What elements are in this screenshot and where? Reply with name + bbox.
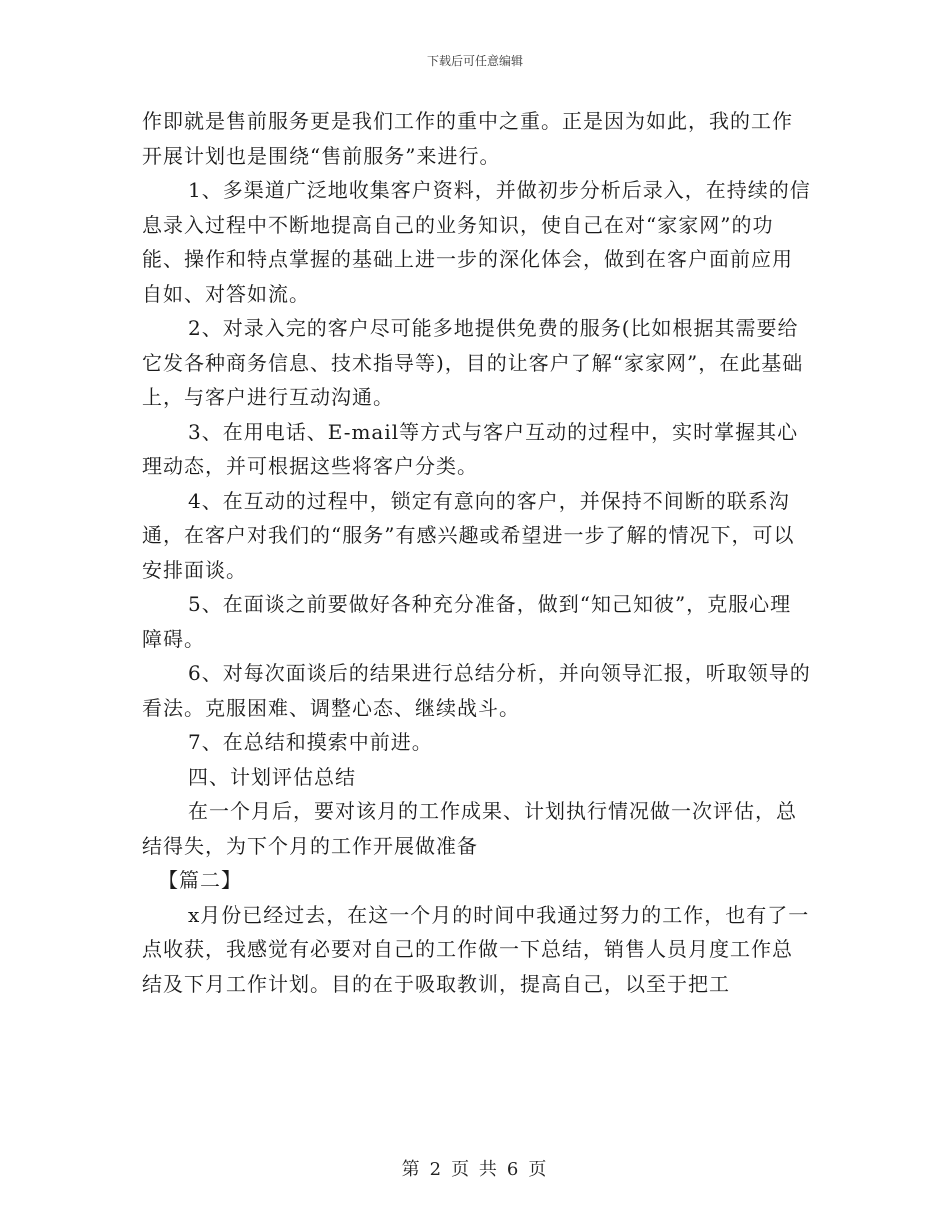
- footer-mid: 页 共: [451, 1159, 499, 1180]
- paragraph: 在一个月后，要对该月的工作成果、计划执行情况做一次评估，总结得失，为下个月的工作开展做准备: [142, 799, 797, 858]
- paragraph: 7、在总结和摸索中前进。: [188, 730, 433, 754]
- page-footer: [0, 1155, 950, 1181]
- document-body: [142, 104, 812, 1001]
- page-header: 下载后可任意编辑: [426, 54, 523, 68]
- footer-prefix: 第: [401, 1159, 422, 1180]
- section-subheading: 四、计划评估总结: [188, 764, 356, 789]
- paragraph: 3、在用电话、E-mail等方式与客户互动的过程中，实时掌握其心理动态，并可根据这些将客户分类。: [142, 419, 799, 478]
- paragraph: x月份已经过去，在这一个月的时间中我通过努力的工作，也有了一点收获，我感觉有必要对自己的工作做一下总结，销售人员月度工作总结及下月工作计划。目的在于吸取教训，提高自己，以至于把工: [142, 902, 810, 996]
- paragraph: 作即就是售前服务更是我们工作的重中之重。正是因为如此，我的工作开展计划也是围绕“售前服务”来进行。: [142, 109, 793, 168]
- page-number: 2: [429, 1159, 444, 1180]
- paragraph: 5、在面谈之前要做好各种充分准备，做到“知己知彼”，克服心理障碍。: [142, 592, 792, 651]
- total-pages: 6: [506, 1159, 521, 1180]
- footer-suffix: 页: [528, 1159, 549, 1180]
- section-heading: 【篇二】: [158, 868, 242, 892]
- paragraph: 4、在互动的过程中，锁定有意向的客户，并保持不间断的联系沟通，在客户对我们的“服务”有感兴趣或希望进一步了解的情况下，可以安排面谈。: [142, 488, 795, 582]
- paragraph: 1、多渠道广泛地收集客户资料，并做初步分析后录入，在持续的信息录入过程中不断地提高自己的业务知识，使自己在对“家家网”的功能、操作和特点掌握的基础上进一步的深化体会，做到在客户面前应用自如、对答如流。: [142, 178, 811, 306]
- paragraph: 6、对每次面谈后的结果进行总结分析，并向领导汇报，听取领导的看法。克服困难、调整心态、继续战斗。: [142, 661, 811, 720]
- paragraph: 2、对录入完的客户尽可能多地提供免费的服务(比如根据其需要给它发各种商务信息、技术指导等)，目的让客户了解“家家网”，在此基础上，与客户进行互动沟通。: [142, 316, 804, 409]
